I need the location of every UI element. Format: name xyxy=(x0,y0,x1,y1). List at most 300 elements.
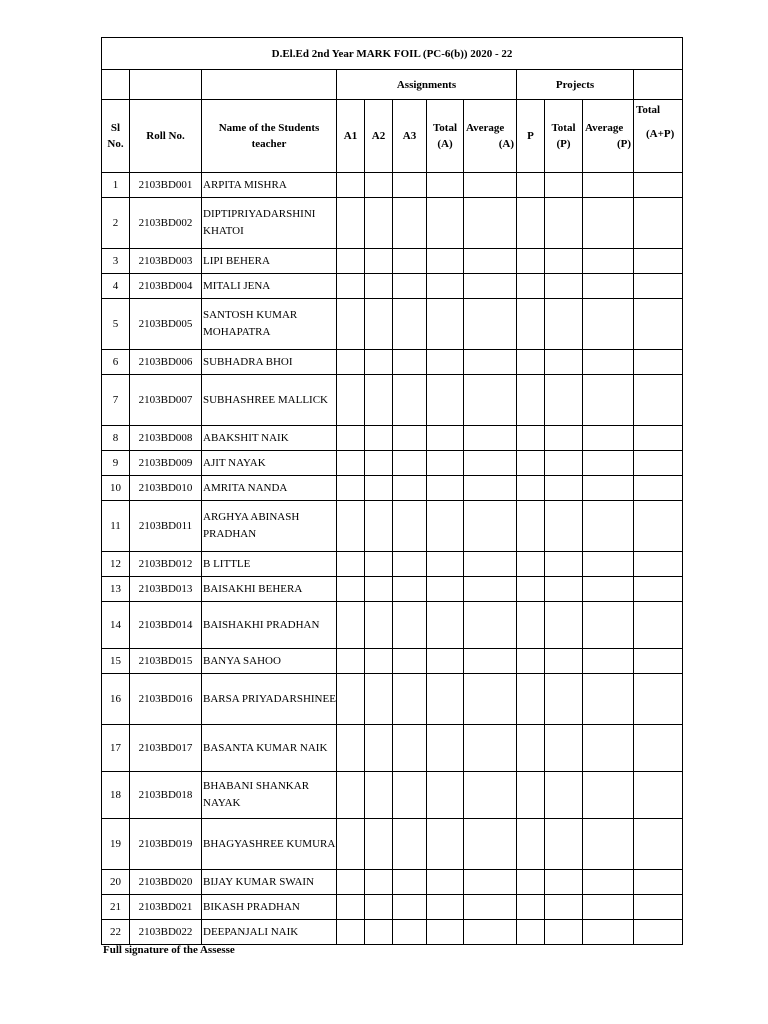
average-p-mark-cell xyxy=(583,299,634,350)
a2-mark-cell xyxy=(365,375,393,426)
sl-no-cell: 5 xyxy=(102,299,130,350)
a1-mark-cell xyxy=(337,350,365,375)
total-p-mark-cell xyxy=(545,649,583,674)
average-p-mark-cell xyxy=(583,649,634,674)
roll-no-cell: 2103BD009 xyxy=(130,451,202,476)
student-name-cell: SANTOSH KUMAR MOHAPATRA xyxy=(202,299,337,350)
average-p-mark-cell xyxy=(583,819,634,870)
p-mark-cell xyxy=(517,674,545,725)
total-p-mark-cell xyxy=(545,501,583,552)
a3-mark-cell xyxy=(393,870,427,895)
a2-mark-cell xyxy=(365,649,393,674)
roll-no-cell: 2103BD017 xyxy=(130,725,202,772)
a3-mark-cell xyxy=(393,426,427,451)
average-p-mark-cell xyxy=(583,870,634,895)
total-ap-mark-cell xyxy=(634,350,683,375)
roll-no-cell: 2103BD004 xyxy=(130,274,202,299)
average-a-mark-cell xyxy=(464,249,517,274)
blank-cell xyxy=(102,70,130,100)
a2-mark-cell xyxy=(365,274,393,299)
table-row xyxy=(102,198,683,249)
total-ap-mark-cell xyxy=(634,375,683,426)
total-ap-mark-cell xyxy=(634,299,683,350)
roll-no-cell: 2103BD002 xyxy=(130,198,202,249)
student-name-cell: BIKASH PRADHAN xyxy=(202,895,337,920)
total-p-mark-cell xyxy=(545,552,583,577)
total-p-mark-cell xyxy=(545,476,583,501)
table-row xyxy=(102,451,683,476)
a1-mark-cell xyxy=(337,649,365,674)
a2-header: A2 xyxy=(365,100,393,173)
a2-mark-cell xyxy=(365,476,393,501)
assignments-group-header: Assignments xyxy=(337,70,517,100)
p-mark-cell xyxy=(517,895,545,920)
total-p-mark-cell xyxy=(545,602,583,649)
a2-mark-cell xyxy=(365,819,393,870)
student-name-cell: BHABANI SHANKAR NAYAK xyxy=(202,772,337,819)
a1-mark-cell xyxy=(337,920,365,945)
average-a-mark-cell xyxy=(464,173,517,198)
average-p-mark-cell xyxy=(583,451,634,476)
a3-mark-cell xyxy=(393,173,427,198)
average-a-mark-cell xyxy=(464,772,517,819)
student-name-cell: B LITTLE xyxy=(202,552,337,577)
roll-no-cell: 2103BD022 xyxy=(130,920,202,945)
p-mark-cell xyxy=(517,198,545,249)
a1-mark-cell xyxy=(337,602,365,649)
sl-no-cell: 10 xyxy=(102,476,130,501)
average-p-mark-cell xyxy=(583,476,634,501)
total-a-mark-cell xyxy=(427,895,464,920)
total-a-mark-cell xyxy=(427,577,464,602)
a1-mark-cell xyxy=(337,198,365,249)
a1-mark-cell xyxy=(337,274,365,299)
blank-cell xyxy=(130,70,202,100)
average-a-mark-cell xyxy=(464,649,517,674)
total-ap-mark-cell xyxy=(634,920,683,945)
total-a-header xyxy=(427,100,464,173)
p-mark-cell xyxy=(517,552,545,577)
p-mark-cell xyxy=(517,274,545,299)
total-ap-mark-cell xyxy=(634,772,683,819)
a3-mark-cell xyxy=(393,819,427,870)
total-ap-header xyxy=(634,100,683,173)
a1-mark-cell xyxy=(337,674,365,725)
average-a-mark-cell xyxy=(464,476,517,501)
sl-no-cell: 3 xyxy=(102,249,130,274)
a2-mark-cell xyxy=(365,552,393,577)
sl-no-header: Sl No. xyxy=(102,100,130,173)
table-row xyxy=(102,501,683,552)
total-ap-mark-cell xyxy=(634,577,683,602)
student-name-cell: BASANTA KUMAR NAIK xyxy=(202,725,337,772)
p-mark-cell xyxy=(517,249,545,274)
a1-mark-cell xyxy=(337,725,365,772)
total-a-mark-cell xyxy=(427,501,464,552)
student-name-cell: LIPI BEHERA xyxy=(202,249,337,274)
total-p-mark-cell xyxy=(545,350,583,375)
total-ap-sub: (A+P) xyxy=(646,128,675,140)
total-ap-mark-cell xyxy=(634,173,683,198)
roll-no-cell: 2103BD013 xyxy=(130,577,202,602)
sl-no-cell: 12 xyxy=(102,552,130,577)
table-row xyxy=(102,649,683,674)
a2-mark-cell xyxy=(365,674,393,725)
total-p-mark-cell xyxy=(545,772,583,819)
total-ap-mark-cell xyxy=(634,725,683,772)
roll-no-cell: 2103BD012 xyxy=(130,552,202,577)
a3-mark-cell xyxy=(393,649,427,674)
p-mark-cell xyxy=(517,577,545,602)
student-name-cell: BAISHAKHI PRADHAN xyxy=(202,602,337,649)
total-p-mark-cell xyxy=(545,870,583,895)
average-p-mark-cell xyxy=(583,552,634,577)
total-p-mark-cell xyxy=(545,725,583,772)
a3-mark-cell xyxy=(393,552,427,577)
p-mark-cell xyxy=(517,501,545,552)
total-p-mark-cell xyxy=(545,674,583,725)
sl-no-cell: 7 xyxy=(102,375,130,426)
student-name-cell: BAISAKHI BEHERA xyxy=(202,577,337,602)
p-mark-cell xyxy=(517,476,545,501)
p-mark-cell xyxy=(517,725,545,772)
sl-no-cell: 14 xyxy=(102,602,130,649)
a1-mark-cell xyxy=(337,476,365,501)
sl-no-cell: 11 xyxy=(102,501,130,552)
total-ap-mark-cell xyxy=(634,274,683,299)
a2-mark-cell xyxy=(365,870,393,895)
a3-mark-cell xyxy=(393,350,427,375)
a1-mark-cell xyxy=(337,299,365,350)
total-a-mark-cell xyxy=(427,299,464,350)
a1-mark-cell xyxy=(337,249,365,274)
average-p-mark-cell xyxy=(583,249,634,274)
average-p-mark-cell xyxy=(583,674,634,725)
table-row xyxy=(102,725,683,772)
p-mark-cell xyxy=(517,819,545,870)
student-name-cell: ARGHYA ABINASH PRADHAN xyxy=(202,501,337,552)
total-a-mark-cell xyxy=(427,602,464,649)
average-a-mark-cell xyxy=(464,819,517,870)
roll-no-cell: 2103BD007 xyxy=(130,375,202,426)
roll-no-cell: 2103BD008 xyxy=(130,426,202,451)
sl-no-cell: 1 xyxy=(102,173,130,198)
a1-mark-cell xyxy=(337,772,365,819)
sl-no-cell: 6 xyxy=(102,350,130,375)
a2-mark-cell xyxy=(365,895,393,920)
a3-mark-cell xyxy=(393,577,427,602)
a2-mark-cell xyxy=(365,772,393,819)
sl-no-cell: 13 xyxy=(102,577,130,602)
student-name-header: Name of the Students teacher xyxy=(202,100,337,173)
average-a-mark-cell xyxy=(464,375,517,426)
total-p-mark-cell xyxy=(545,299,583,350)
student-name-cell: BANYA SAHOO xyxy=(202,649,337,674)
total-a-mark-cell xyxy=(427,198,464,249)
total-ap-mark-cell xyxy=(634,895,683,920)
sl-no-cell: 2 xyxy=(102,198,130,249)
average-a-mark-cell xyxy=(464,674,517,725)
a1-mark-cell xyxy=(337,552,365,577)
sl-no-cell: 21 xyxy=(102,895,130,920)
average-p-mark-cell xyxy=(583,725,634,772)
a2-mark-cell xyxy=(365,920,393,945)
student-name-cell: MITALI JENA xyxy=(202,274,337,299)
p-mark-cell xyxy=(517,299,545,350)
student-name-cell: ARPITA MISHRA xyxy=(202,173,337,198)
table-row xyxy=(102,173,683,198)
a2-mark-cell xyxy=(365,299,393,350)
total-ap-mark-cell xyxy=(634,501,683,552)
average-p-mark-cell xyxy=(583,895,634,920)
total-ap-mark-cell xyxy=(634,552,683,577)
a3-mark-cell xyxy=(393,602,427,649)
a2-mark-cell xyxy=(365,198,393,249)
table-row xyxy=(102,274,683,299)
average-a-mark-cell xyxy=(464,501,517,552)
roll-no-cell: 2103BD001 xyxy=(130,173,202,198)
total-a-mark-cell xyxy=(427,649,464,674)
total-p-header xyxy=(545,100,583,173)
total-a-sub: (A) xyxy=(437,138,453,150)
sl-no-cell: 4 xyxy=(102,274,130,299)
total-ap-mark-cell xyxy=(634,674,683,725)
a1-mark-cell xyxy=(337,895,365,920)
average-a-mark-cell xyxy=(464,426,517,451)
total-p-mark-cell xyxy=(545,173,583,198)
roll-no-cell: 2103BD016 xyxy=(130,674,202,725)
total-p-mark-cell xyxy=(545,375,583,426)
average-p-mark-cell xyxy=(583,173,634,198)
a3-mark-cell xyxy=(393,476,427,501)
roll-no-cell: 2103BD003 xyxy=(130,249,202,274)
a3-mark-cell xyxy=(393,920,427,945)
average-p-mark-cell xyxy=(583,501,634,552)
p-mark-cell xyxy=(517,649,545,674)
student-name-cell: ABAKSHIT NAIK xyxy=(202,426,337,451)
total-ap-mark-cell xyxy=(634,819,683,870)
total-a-mark-cell xyxy=(427,725,464,772)
table-row xyxy=(102,476,683,501)
sl-no-cell: 8 xyxy=(102,426,130,451)
average-p-mark-cell xyxy=(583,198,634,249)
total-a-mark-cell xyxy=(427,476,464,501)
a2-mark-cell xyxy=(365,173,393,198)
average-p-mark-cell xyxy=(583,426,634,451)
p-mark-cell xyxy=(517,920,545,945)
sl-no-cell: 15 xyxy=(102,649,130,674)
a1-header: A1 xyxy=(337,100,365,173)
a3-mark-cell xyxy=(393,674,427,725)
table-row xyxy=(102,577,683,602)
roll-no-cell: 2103BD005 xyxy=(130,299,202,350)
table-row xyxy=(102,870,683,895)
total-p-mark-cell xyxy=(545,451,583,476)
table-row xyxy=(102,299,683,350)
a1-mark-cell xyxy=(337,501,365,552)
mark-foil-table xyxy=(101,37,683,945)
a2-mark-cell xyxy=(365,501,393,552)
table-row xyxy=(102,920,683,945)
roll-no-cell: 2103BD019 xyxy=(130,819,202,870)
signature-label: Full signature of the Assesse xyxy=(103,944,235,956)
a1-mark-cell xyxy=(337,577,365,602)
sl-no-cell: 22 xyxy=(102,920,130,945)
average-a-mark-cell xyxy=(464,274,517,299)
total-ap-mark-cell xyxy=(634,476,683,501)
total-p-mark-cell xyxy=(545,895,583,920)
average-a-mark-cell xyxy=(464,451,517,476)
a2-mark-cell xyxy=(365,249,393,274)
student-name-cell: BARSA PRIYADARSHINEE xyxy=(202,674,337,725)
blank-cell xyxy=(634,70,683,100)
a1-mark-cell xyxy=(337,870,365,895)
table-row xyxy=(102,350,683,375)
a2-mark-cell xyxy=(365,451,393,476)
total-p-mark-cell xyxy=(545,577,583,602)
average-a-label: Average xyxy=(466,122,505,134)
total-p-mark-cell xyxy=(545,274,583,299)
roll-no-cell: 2103BD006 xyxy=(130,350,202,375)
a3-mark-cell xyxy=(393,772,427,819)
student-name-cell: SUBHADRA BHOI xyxy=(202,350,337,375)
a2-mark-cell xyxy=(365,602,393,649)
student-name-cell: AMRITA NANDA xyxy=(202,476,337,501)
p-mark-cell xyxy=(517,602,545,649)
average-a-header xyxy=(464,100,517,173)
sl-no-cell: 9 xyxy=(102,451,130,476)
roll-no-header: Roll No. xyxy=(130,100,202,173)
average-a-mark-cell xyxy=(464,725,517,772)
roll-no-cell: 2103BD011 xyxy=(130,501,202,552)
a2-mark-cell xyxy=(365,577,393,602)
average-p-mark-cell xyxy=(583,772,634,819)
total-a-mark-cell xyxy=(427,920,464,945)
average-p-mark-cell xyxy=(583,350,634,375)
a3-mark-cell xyxy=(393,198,427,249)
total-ap-mark-cell xyxy=(634,426,683,451)
total-p-mark-cell xyxy=(545,198,583,249)
total-a-mark-cell xyxy=(427,375,464,426)
p-mark-cell xyxy=(517,350,545,375)
table-row xyxy=(102,674,683,725)
student-name-cell: AJIT NAYAK xyxy=(202,451,337,476)
total-a-mark-cell xyxy=(427,350,464,375)
a3-mark-cell xyxy=(393,501,427,552)
total-a-mark-cell xyxy=(427,819,464,870)
table-row xyxy=(102,772,683,819)
student-name-cell: DIPTIPRIYADARSHINI KHATOI xyxy=(202,198,337,249)
sl-no-cell: 16 xyxy=(102,674,130,725)
page-title: D.El.Ed 2nd Year MARK FOIL (PC-6(b)) 2020 - 22 xyxy=(102,38,683,70)
average-p-label: Average xyxy=(585,122,624,134)
total-p-sub: (P) xyxy=(556,138,571,150)
a1-mark-cell xyxy=(337,375,365,426)
a3-header: A3 xyxy=(393,100,427,173)
total-a-mark-cell xyxy=(427,772,464,819)
average-a-mark-cell xyxy=(464,895,517,920)
sl-no-cell: 17 xyxy=(102,725,130,772)
average-a-mark-cell xyxy=(464,299,517,350)
p-mark-cell xyxy=(517,772,545,819)
average-p-header xyxy=(583,100,634,173)
total-a-mark-cell xyxy=(427,451,464,476)
student-name-cell: BIJAY KUMAR SWAIN xyxy=(202,870,337,895)
a3-mark-cell xyxy=(393,895,427,920)
p-header: P xyxy=(517,100,545,173)
a3-mark-cell xyxy=(393,274,427,299)
a1-mark-cell xyxy=(337,173,365,198)
total-p-mark-cell xyxy=(545,920,583,945)
student-name-cell: SUBHASHREE MALLICK xyxy=(202,375,337,426)
table-row xyxy=(102,552,683,577)
a2-mark-cell xyxy=(365,350,393,375)
average-a-mark-cell xyxy=(464,198,517,249)
average-a-mark-cell xyxy=(464,577,517,602)
roll-no-cell: 2103BD010 xyxy=(130,476,202,501)
average-a-mark-cell xyxy=(464,552,517,577)
a2-mark-cell xyxy=(365,426,393,451)
average-a-mark-cell xyxy=(464,920,517,945)
total-a-mark-cell xyxy=(427,674,464,725)
a3-mark-cell xyxy=(393,451,427,476)
roll-no-cell: 2103BD014 xyxy=(130,602,202,649)
total-p-mark-cell xyxy=(545,426,583,451)
p-mark-cell xyxy=(517,870,545,895)
a3-mark-cell xyxy=(393,725,427,772)
a2-mark-cell xyxy=(365,725,393,772)
average-p-mark-cell xyxy=(583,577,634,602)
average-p-mark-cell xyxy=(583,602,634,649)
a1-mark-cell xyxy=(337,426,365,451)
total-ap-mark-cell xyxy=(634,198,683,249)
total-a-mark-cell xyxy=(427,249,464,274)
average-a-mark-cell xyxy=(464,350,517,375)
total-ap-mark-cell xyxy=(634,602,683,649)
total-p-mark-cell xyxy=(545,819,583,870)
p-mark-cell xyxy=(517,451,545,476)
total-a-mark-cell xyxy=(427,173,464,198)
average-p-mark-cell xyxy=(583,274,634,299)
total-a-mark-cell xyxy=(427,274,464,299)
table-row xyxy=(102,249,683,274)
total-ap-mark-cell xyxy=(634,870,683,895)
average-a-sub: (A) xyxy=(498,138,514,150)
sl-no-cell: 19 xyxy=(102,819,130,870)
table-row xyxy=(102,426,683,451)
total-p-mark-cell xyxy=(545,249,583,274)
roll-no-cell: 2103BD021 xyxy=(130,895,202,920)
total-a-mark-cell xyxy=(427,426,464,451)
total-ap-mark-cell xyxy=(634,249,683,274)
average-a-mark-cell xyxy=(464,602,517,649)
total-ap-label: Total xyxy=(636,104,661,116)
p-mark-cell xyxy=(517,426,545,451)
a1-mark-cell xyxy=(337,819,365,870)
total-a-mark-cell xyxy=(427,870,464,895)
roll-no-cell: 2103BD020 xyxy=(130,870,202,895)
student-name-cell: DEEPANJALI NAIK xyxy=(202,920,337,945)
average-a-mark-cell xyxy=(464,870,517,895)
average-p-sub: (P) xyxy=(616,138,631,150)
table-row xyxy=(102,819,683,870)
total-a-mark-cell xyxy=(427,552,464,577)
a3-mark-cell xyxy=(393,249,427,274)
projects-group-header: Projects xyxy=(517,70,634,100)
p-mark-cell xyxy=(517,173,545,198)
sl-no-cell: 18 xyxy=(102,772,130,819)
total-ap-mark-cell xyxy=(634,649,683,674)
